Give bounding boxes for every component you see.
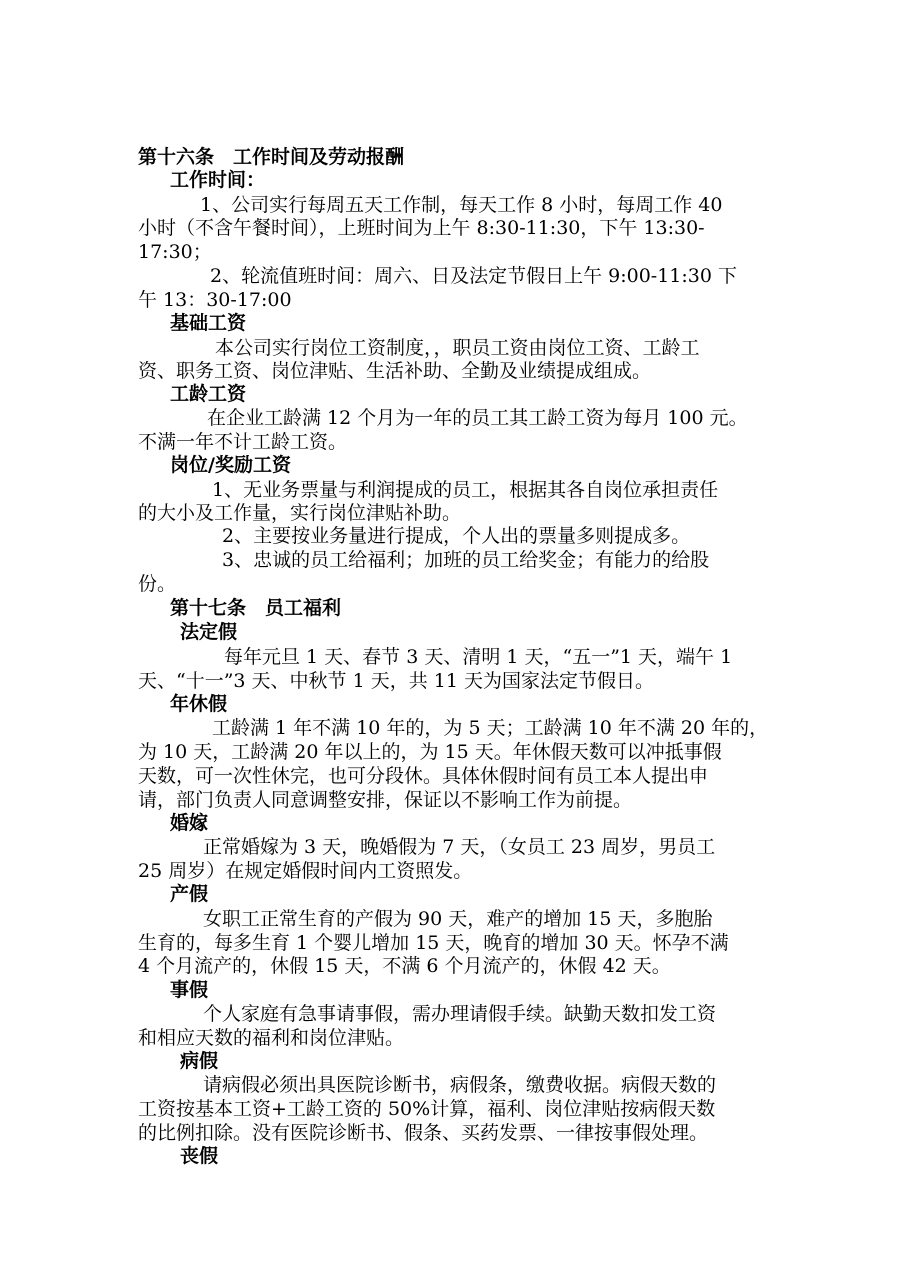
maternity-heading: 产假: [170, 883, 209, 905]
legal-holiday-line-2: 天、“十一”3 天、中秋节 1 天，共 11 天为国家法定节假日。: [138, 670, 654, 692]
seniority-heading: 工龄工资: [170, 383, 247, 405]
annual-leave-line-1: 工龄满 1 年不满 10 年的，为 5 天；工龄满 10 年不满 20 年的，: [212, 717, 769, 739]
post-bonus-3-line-2: 份。: [138, 573, 177, 595]
article-17-title: 第十七条 员工福利: [170, 597, 342, 619]
sick-leave-line-2: 工资按基本工资+工龄工资的 50%计算，福利、岗位津贴按病假天数: [138, 1098, 716, 1120]
funeral-leave-heading: 丧假: [180, 1145, 219, 1167]
marriage-heading: 婚嫁: [170, 812, 209, 834]
work-time-para-1-line-3: 17:30；: [138, 241, 212, 263]
post-bonus-2: 2、主要按业务量进行提成，个人出的票量多则提成多。: [222, 525, 691, 547]
post-bonus-1-line-1: 1、无业务票量与利润提成的员工，根据其各自岗位承担责任: [212, 479, 719, 501]
post-bonus-1-line-2: 的大小及工作量，实行岗位津贴补助。: [138, 502, 462, 524]
marriage-line-2: 25 周岁）在规定婚假时间内工资照发。: [138, 860, 473, 882]
post-bonus-3-line-1: 3、忠诚的员工给福利；加班的员工给奖金；有能力的给股: [222, 549, 710, 571]
annual-leave-heading: 年休假: [170, 693, 228, 715]
work-time-heading: 工作时间：: [170, 169, 266, 191]
article-16-title: 第十六条 工作时间及劳动报酬: [138, 146, 405, 168]
maternity-line-1: 女职工正常生育的产假为 90 天，难产的增加 15 天，多胞胎: [203, 908, 713, 930]
annual-leave-line-2: 为 10 天，工龄满 20 年以上的，为 15 天。年休假天数可以冲抵事假: [138, 741, 722, 763]
base-salary-heading: 基础工资: [170, 312, 247, 334]
work-time-para-2-line-2: 午 13：30-17:00: [138, 289, 292, 311]
sick-leave-line-3: 的比例扣除。没有医院诊断书、假条、买药发票、一律按事假处理。: [138, 1122, 709, 1144]
personal-leave-heading: 事假: [170, 979, 209, 1001]
legal-holiday-heading: 法定假: [180, 621, 238, 643]
annual-leave-line-3: 天数，可一次性休完，也可分段休。具体休假时间有员工本人提出申: [138, 765, 709, 787]
base-salary-line-2: 资、职务工资、岗位津贴、生活补助、全勤及业绩提成组成。: [138, 360, 652, 382]
personal-leave-line-1: 个人家庭有急事请事假，需办理请假手续。缺勤天数扣发工资: [203, 1003, 717, 1025]
seniority-line-1: 在企业工龄满 12 个月为一年的员工其工龄工资为每月 100 元。: [207, 407, 748, 429]
work-time-para-1-line-1: 1、公司实行每周五天工作制，每天工作 8 小时，每周工作 40: [200, 194, 723, 216]
maternity-line-2: 生育的，每多生育 1 个婴儿增加 15 天，晚育的增加 30 天。怀孕不满: [138, 932, 729, 954]
maternity-line-3: 4 个月流产的，休假 15 天，不满 6 个月流产的，休假 42 天。: [138, 955, 671, 977]
personal-leave-line-2: 和相应天数的福利和岗位津贴。: [138, 1027, 405, 1049]
post-bonus-heading: 岗位/奖励工资: [170, 454, 291, 476]
seniority-line-2: 不满一年不计工龄工资。: [138, 431, 348, 453]
work-time-para-1-line-2: 小时（不含午餐时间），上班时间为上午 8:30-11:30，下午 13:30-: [138, 217, 705, 239]
legal-holiday-line-1: 每年元旦 1 天、春节 3 天、清明 1 天，“五一”1 天，端午 1: [224, 646, 733, 668]
work-time-para-2-line-1: 2、轮流值班时间：周六、日及法定节假日上午 9:00-11:30 下: [210, 265, 738, 287]
sick-leave-heading: 病假: [180, 1050, 219, 1072]
sick-leave-line-1: 请病假必须出具医院诊断书，病假条，缴费收据。病假天数的: [203, 1074, 717, 1096]
marriage-line-1: 正常婚嫁为 3 天，晚婚假为 7 天，（女员工 23 周岁，男员工: [203, 836, 716, 858]
base-salary-line-1: 本公司实行岗位工资制度，，职员工资由岗位工资、工龄工: [215, 337, 700, 359]
annual-leave-line-4: 请，部门负责人同意调整安排，保证以不影响工作为前提。: [138, 789, 633, 811]
